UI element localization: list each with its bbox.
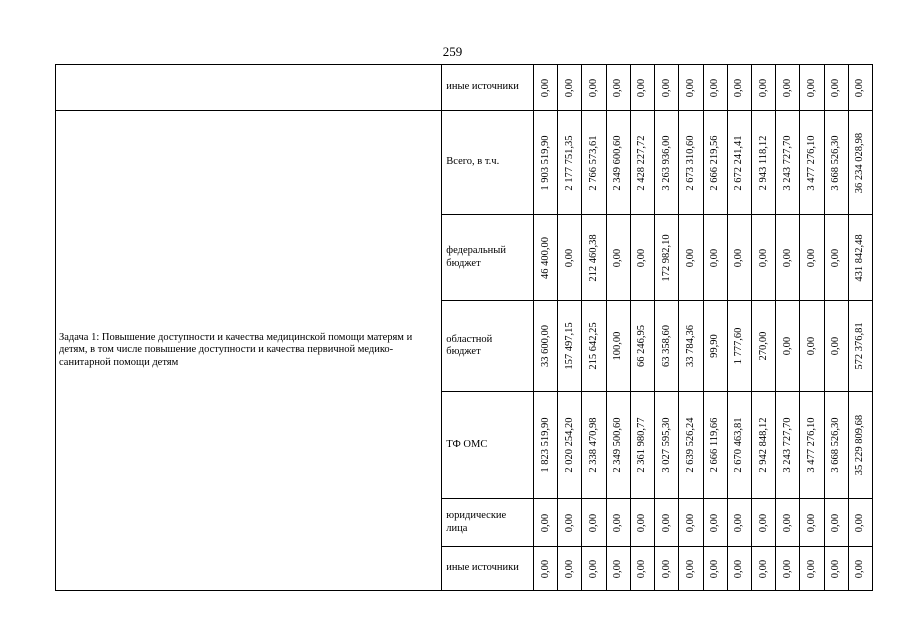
value-cell (848, 65, 872, 111)
table-row (56, 65, 873, 111)
value-text: 2 666 219,56 (709, 134, 721, 191)
value-cell (534, 65, 558, 111)
value-text: 157 497,15 (563, 322, 575, 370)
value-text: 0,00 (805, 513, 817, 532)
value-cell (727, 301, 751, 392)
value-text: 0,00 (830, 513, 842, 532)
value-cell (606, 65, 630, 111)
value-text: 0,00 (854, 78, 866, 97)
value-cell (848, 392, 872, 499)
value-text: 0,00 (612, 248, 624, 267)
value-cell (558, 547, 582, 591)
value-text: 0,00 (660, 559, 672, 578)
value-text: 0,00 (612, 513, 624, 532)
value-cell (534, 499, 558, 547)
value-text: 2 670 463,81 (733, 417, 745, 473)
value-text: 100,00 (612, 331, 624, 361)
value-text: 0,00 (539, 513, 551, 532)
funding-table-body (56, 65, 873, 591)
value-cell (751, 301, 775, 392)
value-cell (800, 215, 824, 301)
value-cell (776, 547, 800, 591)
value-cell (606, 215, 630, 301)
value-text: 66 246,95 (636, 325, 648, 367)
table-row (56, 111, 873, 215)
value-text: 0,00 (563, 78, 575, 97)
value-cell (824, 499, 848, 547)
value-cell (582, 65, 606, 111)
value-text: 0,00 (709, 248, 721, 267)
value-text: 2 177 751,35 (563, 134, 575, 191)
value-cell (630, 301, 654, 392)
value-text: 2 943 118,12 (757, 135, 769, 190)
value-text: 0,00 (854, 513, 866, 532)
value-cell (848, 215, 872, 301)
task-label: Задача 1: Повышение доступности и качества медицинской помощи матерям и детям, в том числе повышение доступности и качества первичной медико-санитарной помощи детям (59, 332, 413, 368)
value-text: 0,00 (612, 559, 624, 578)
value-text: 0,00 (757, 78, 769, 97)
value-cell (582, 499, 606, 547)
value-text: 35 229 809,68 (854, 414, 866, 476)
value-cell (655, 392, 679, 499)
funding-source-cell (442, 499, 534, 547)
value-cell (582, 111, 606, 215)
value-text: 2 020 254,20 (563, 417, 575, 473)
task-label-cell (56, 111, 442, 591)
value-cell (606, 547, 630, 591)
value-cell (751, 65, 775, 111)
value-text: 0,00 (805, 248, 817, 267)
value-text: 1 823 519,90 (539, 417, 551, 473)
value-text: 0,00 (830, 78, 842, 97)
value-cell (703, 215, 727, 301)
value-text: 0,00 (805, 336, 817, 356)
value-cell (800, 392, 824, 499)
value-text: 0,00 (636, 78, 648, 97)
page-number: 259 (442, 44, 463, 59)
value-cell (776, 215, 800, 301)
value-text: 0,00 (830, 559, 842, 578)
value-cell (751, 392, 775, 499)
value-cell (582, 301, 606, 392)
value-text: 0,00 (709, 559, 721, 578)
value-text: 0,00 (588, 559, 600, 578)
value-text: 36 234 028,98 (854, 132, 866, 193)
funding-source-label: ТФ ОМС (446, 438, 488, 450)
value-text: 0,00 (757, 513, 769, 532)
value-cell (582, 392, 606, 499)
value-text: 2 673 310,60 (684, 134, 696, 191)
value-text: 33 784,36 (684, 325, 696, 367)
value-text: 3 027 595,30 (660, 417, 672, 473)
funding-source-cell (442, 111, 534, 215)
value-text: 0,00 (733, 513, 745, 532)
value-text: 0,00 (830, 248, 842, 267)
value-text: 0,00 (684, 559, 696, 578)
value-text: 3 243 727,70 (781, 134, 793, 191)
value-text: 0,00 (733, 248, 745, 267)
value-text: 2 672 241,41 (733, 134, 745, 191)
value-text: 0,00 (563, 559, 575, 578)
value-text: 33 600,00 (539, 325, 551, 367)
value-cell (824, 392, 848, 499)
value-text: 2 942 848,12 (757, 417, 769, 473)
value-cell (703, 301, 727, 392)
value-cell (727, 547, 751, 591)
value-cell (679, 65, 703, 111)
value-text: 0,00 (636, 248, 648, 267)
value-cell (606, 499, 630, 547)
value-cell (703, 111, 727, 215)
value-cell (679, 499, 703, 547)
value-text: 3 668 526,30 (830, 417, 842, 473)
value-cell (606, 301, 630, 392)
value-text: 0,00 (805, 559, 817, 578)
value-text: 0,00 (781, 78, 793, 97)
value-text: 2 349 600,60 (612, 134, 624, 191)
funding-source-label: иные источники (446, 562, 519, 574)
value-cell (655, 547, 679, 591)
value-text: 63 358,60 (660, 325, 672, 367)
value-cell (679, 301, 703, 392)
value-cell (776, 499, 800, 547)
value-text: 0,00 (781, 559, 793, 578)
value-text: 0,00 (563, 513, 575, 532)
value-text: 0,00 (539, 559, 551, 578)
value-cell (800, 111, 824, 215)
value-cell (534, 215, 558, 301)
value-text: 0,00 (684, 513, 696, 532)
value-cell (558, 392, 582, 499)
value-text: 0,00 (781, 336, 793, 356)
value-text: 270,00 (757, 331, 769, 361)
funding-source-label: областной бюджет (446, 333, 493, 357)
value-cell (558, 215, 582, 301)
value-cell (534, 111, 558, 215)
value-cell (703, 65, 727, 111)
value-text: 0,00 (854, 559, 866, 578)
funding-source-label: иные источники (446, 81, 519, 93)
value-text: 3 668 526,30 (830, 134, 842, 191)
value-cell (727, 215, 751, 301)
value-text: 0,00 (709, 513, 721, 532)
value-cell (679, 111, 703, 215)
value-cell (630, 499, 654, 547)
value-cell (800, 65, 824, 111)
value-text: 3 263 936,00 (660, 134, 672, 191)
funding-source-label: федеральный бюджет (446, 245, 506, 269)
value-text: 2 639 526,24 (684, 417, 696, 473)
value-cell (534, 392, 558, 499)
value-text: 0,00 (612, 78, 624, 97)
value-cell (534, 301, 558, 392)
value-text: 46 400,00 (539, 236, 551, 279)
value-cell (776, 392, 800, 499)
value-cell (824, 65, 848, 111)
value-text: 2 428 227,72 (636, 134, 648, 191)
funding-source-cell (442, 65, 534, 111)
value-cell (655, 111, 679, 215)
value-cell (582, 547, 606, 591)
value-cell (848, 111, 872, 215)
value-cell (824, 301, 848, 392)
value-text: 2 361 980,77 (636, 417, 648, 473)
value-text: 212 460,38 (588, 233, 600, 282)
value-text: 0,00 (684, 78, 696, 97)
value-text: 215 642,25 (588, 322, 600, 370)
value-text: 99,90 (709, 334, 721, 358)
value-text: 0,00 (757, 248, 769, 267)
value-cell (655, 301, 679, 392)
value-cell (703, 392, 727, 499)
value-cell (655, 499, 679, 547)
empty-cell (56, 65, 442, 111)
value-cell (630, 111, 654, 215)
value-cell (727, 392, 751, 499)
value-cell (727, 111, 751, 215)
value-cell (630, 65, 654, 111)
funding-source-cell (442, 215, 534, 301)
funding-source-cell (442, 547, 534, 591)
value-cell (655, 65, 679, 111)
value-cell (703, 499, 727, 547)
value-text: 1 903 519,90 (539, 134, 551, 191)
value-cell (848, 301, 872, 392)
value-text: 0,00 (709, 78, 721, 97)
value-text: 0,00 (733, 559, 745, 578)
value-text: 0,00 (781, 513, 793, 532)
value-cell (751, 547, 775, 591)
value-text: 3 477 276,10 (805, 417, 817, 473)
value-text: 0,00 (660, 513, 672, 532)
value-cell (679, 215, 703, 301)
funding-table (55, 64, 873, 591)
value-text: 0,00 (588, 78, 600, 97)
value-text: 0,00 (636, 559, 648, 578)
value-text: 0,00 (539, 78, 551, 97)
value-cell (558, 499, 582, 547)
value-cell (800, 499, 824, 547)
value-text: 0,00 (660, 78, 672, 97)
value-cell (848, 547, 872, 591)
value-cell (679, 392, 703, 499)
value-cell (703, 547, 727, 591)
value-text: 0,00 (588, 513, 600, 532)
funding-source-label: Всего, в т.ч. (446, 156, 500, 168)
value-cell (727, 65, 751, 111)
funding-source-cell (442, 392, 534, 499)
value-text: 0,00 (636, 513, 648, 532)
value-cell (824, 215, 848, 301)
value-cell (630, 215, 654, 301)
value-cell (558, 301, 582, 392)
value-cell (848, 499, 872, 547)
value-cell (824, 111, 848, 215)
value-text: 0,00 (733, 78, 745, 97)
value-cell (534, 547, 558, 591)
funding-source-label: юридические лица (446, 510, 507, 534)
value-cell (824, 547, 848, 591)
value-text: 0,00 (830, 336, 842, 356)
funding-source-cell (442, 301, 534, 392)
value-cell (776, 301, 800, 392)
value-text: 3 243 727,70 (781, 417, 793, 473)
value-text: 172 982,10 (660, 233, 672, 282)
value-cell (655, 215, 679, 301)
value-text: 1 777,60 (733, 327, 745, 365)
value-cell (679, 547, 703, 591)
value-cell (727, 499, 751, 547)
value-text: 2 766 573,61 (588, 134, 600, 191)
value-text: 0,00 (757, 559, 769, 578)
value-cell (606, 392, 630, 499)
value-cell (582, 215, 606, 301)
value-text: 2 349 500,60 (612, 417, 624, 473)
value-cell (776, 111, 800, 215)
value-cell (800, 547, 824, 591)
value-cell (630, 547, 654, 591)
value-cell (606, 111, 630, 215)
value-text: 0,00 (805, 78, 817, 97)
value-text: 0,00 (563, 248, 575, 267)
value-text: 3 477 276,10 (805, 134, 817, 191)
value-text: 431 842,48 (854, 233, 866, 282)
value-text: 0,00 (781, 248, 793, 267)
value-text: 2 666 119,66 (709, 417, 721, 473)
value-cell (558, 65, 582, 111)
value-cell (800, 301, 824, 392)
value-cell (751, 499, 775, 547)
value-text: 2 338 470,98 (588, 417, 600, 473)
value-cell (630, 392, 654, 499)
value-cell (751, 111, 775, 215)
value-cell (776, 65, 800, 111)
value-cell (751, 215, 775, 301)
value-cell (558, 111, 582, 215)
value-text: 0,00 (684, 248, 696, 267)
value-text: 572 376,81 (854, 322, 866, 370)
